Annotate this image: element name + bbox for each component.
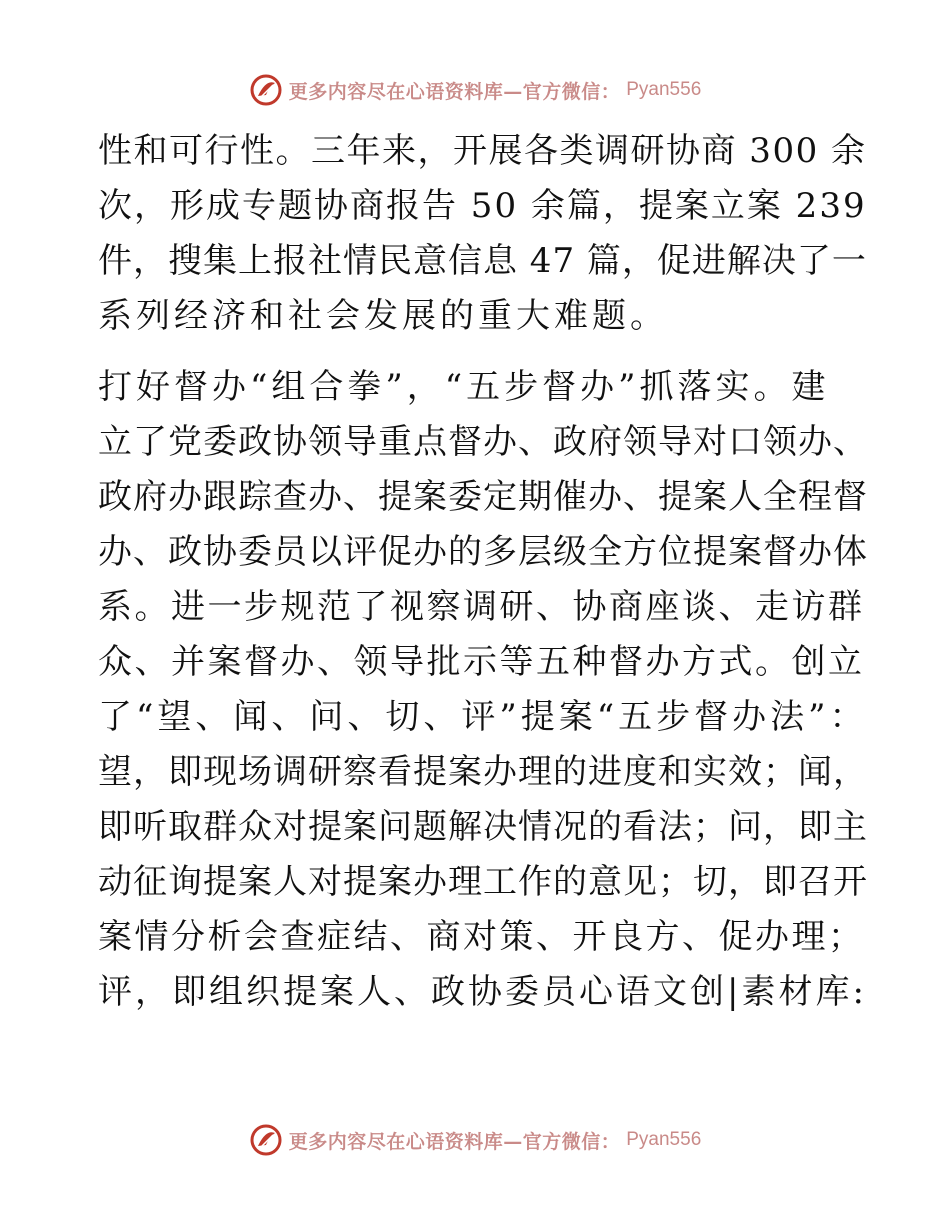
text-line: 系。进一步规范了视察调研、协商座谈、走访群 bbox=[98, 587, 865, 627]
text-line: 动征询提案人对提案办理工作的意见；切，即召开 bbox=[98, 862, 868, 902]
banner-wechat-id: Pyan556 bbox=[626, 79, 702, 100]
text-line: 打好督办“组合拳”，“五步督办”抓落实。建 bbox=[98, 367, 830, 407]
text-line: 案情分析会查症结、商对策、开良方、促办理； bbox=[98, 917, 865, 957]
brand-logo-icon bbox=[249, 1123, 283, 1157]
banner-wechat-id: Pyan556 bbox=[626, 1129, 702, 1150]
paragraph bbox=[98, 360, 868, 1020]
banner-text: 更多内容尽在心语资料库—官方微信： bbox=[288, 80, 621, 103]
text-line: 即听取群众对提案问题解决情况的看法；问，即主 bbox=[98, 807, 868, 847]
text-line: 立了党委政协领导重点督办、政府领导对口领办、 bbox=[98, 422, 868, 462]
footer-watermark-banner bbox=[0, 1120, 950, 1160]
text-line: 评，即组织提案人、政协委员心语文创|素材库: bbox=[98, 972, 867, 1012]
text-line: 办、政协委员以评促办的多层级全方位提案督办体 bbox=[98, 532, 868, 572]
text-line: 望，即现场调研察看提案办理的进度和实效；闻， bbox=[98, 752, 868, 792]
text-line: 性和可行性。三年来，开展各类调研协商 300 余 bbox=[98, 131, 867, 171]
text-line: 了“望、闻、问、切、评”提案“五步督办法”： bbox=[98, 697, 868, 737]
text-line: 件，搜集上报社情民意信息 47 篇，促进解决了一 bbox=[98, 241, 867, 281]
text-line: 次，形成专题协商报告 50 余篇，提案立案 239 bbox=[98, 186, 867, 226]
banner-text: 更多内容尽在心语资料库—官方微信： bbox=[288, 1130, 621, 1153]
header-watermark-banner bbox=[0, 70, 950, 110]
brand-logo-icon bbox=[249, 73, 283, 107]
paragraph-spacer bbox=[98, 344, 858, 360]
text-line: 系列经济和社会发展的重大难题。 bbox=[98, 296, 668, 336]
text-line: 众、并案督办、领导批示等五种督办方式。创立 bbox=[98, 642, 865, 682]
text-line: 政府办跟踪查办、提案委定期催办、提案人全程督 bbox=[98, 477, 868, 517]
paragraph bbox=[98, 124, 867, 344]
document-body bbox=[98, 124, 868, 1020]
